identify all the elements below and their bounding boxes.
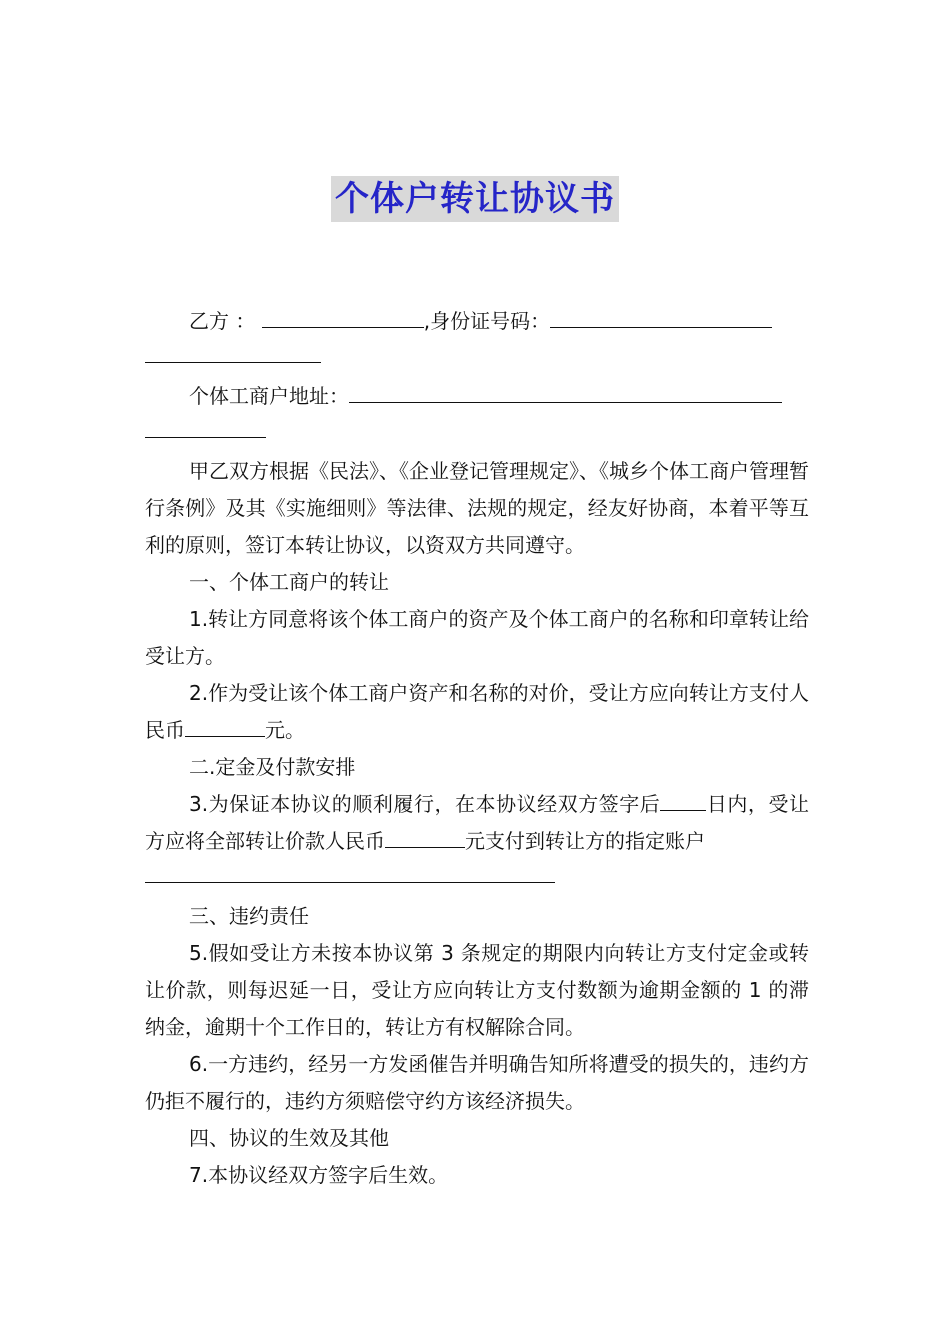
item3-text-after: 元支付到转让方的指定账户 bbox=[465, 829, 705, 853]
party-b-id-label: 身份证号码： bbox=[430, 309, 551, 333]
item3-text-middle: 日内，受让方应将全部转让价款人民币 bbox=[145, 792, 809, 853]
section3-heading: 三、违约责任 bbox=[189, 904, 309, 928]
section1-item2 bbox=[145, 675, 809, 749]
party-b-name-blank bbox=[262, 304, 424, 328]
section1-heading: 一、个体工商户的转让 bbox=[189, 570, 389, 594]
amount-blank bbox=[385, 824, 465, 848]
party-b-label: 乙方 ： bbox=[189, 309, 256, 333]
address-blank bbox=[349, 379, 782, 403]
section4-heading: 四、协议的生效及其他 bbox=[189, 1126, 389, 1150]
section3-item6: 6.一方违约，经另一方发函催告并明确告知所将遭受的损失的，违约方仍拒不履行的，违约方须赔偿守约方该经济损失。 bbox=[145, 1052, 809, 1113]
section1-item1: 1.转让方同意将该个体工商户的资产及个体工商户的名称和印章转让给受让方。 bbox=[145, 607, 809, 668]
item3-text-before: 3.为保证本协议的顺利履行，在本协议经双方签字后 bbox=[189, 792, 661, 816]
item2-text-before: 2.作为受让该个体工商户资产和名称的对价，受让方应向转让方支付人民币 bbox=[145, 681, 809, 742]
document-body bbox=[145, 303, 809, 1194]
party-b-id-blank bbox=[550, 304, 772, 328]
section4-item7: 7.本协议经双方签字后生效。 bbox=[189, 1163, 449, 1187]
account-blank bbox=[145, 860, 555, 883]
party-b-id-blank-continued bbox=[145, 340, 321, 363]
section3-item5: 5.假如受让方未按本协议第 3 条规定的期限内向转让方支付定金或转让价款，则每迟延一日，受让方应向转让方支付数额为逾期金额的 1 的滞纳金，逾期十个工作日的，转让方有权解除合同。 bbox=[145, 941, 809, 1039]
section2-heading: 二.定金及付款安排 bbox=[189, 755, 356, 779]
address-label: 个体工商户地址： bbox=[189, 384, 349, 408]
title-container bbox=[0, 176, 950, 222]
address-line bbox=[145, 378, 809, 415]
address-blank-continued bbox=[145, 415, 266, 438]
document-title: 个体户转让协议书 bbox=[331, 176, 619, 222]
party-b-line bbox=[145, 303, 809, 340]
section2-item3 bbox=[145, 786, 809, 860]
days-blank bbox=[660, 787, 706, 811]
price-blank bbox=[185, 713, 265, 737]
item2-text-after: 元。 bbox=[265, 718, 305, 742]
party-b-separator: , bbox=[423, 309, 431, 333]
intro-paragraph: 甲乙双方根据《民法》、《企业登记管理规定》、《城乡个体工商户管理暂行条例》及其《实施细则》等法律、法规的规定，经友好协商，本着平等互利的原则，签订本转让协议，以资双方共同遵守。 bbox=[145, 459, 809, 557]
